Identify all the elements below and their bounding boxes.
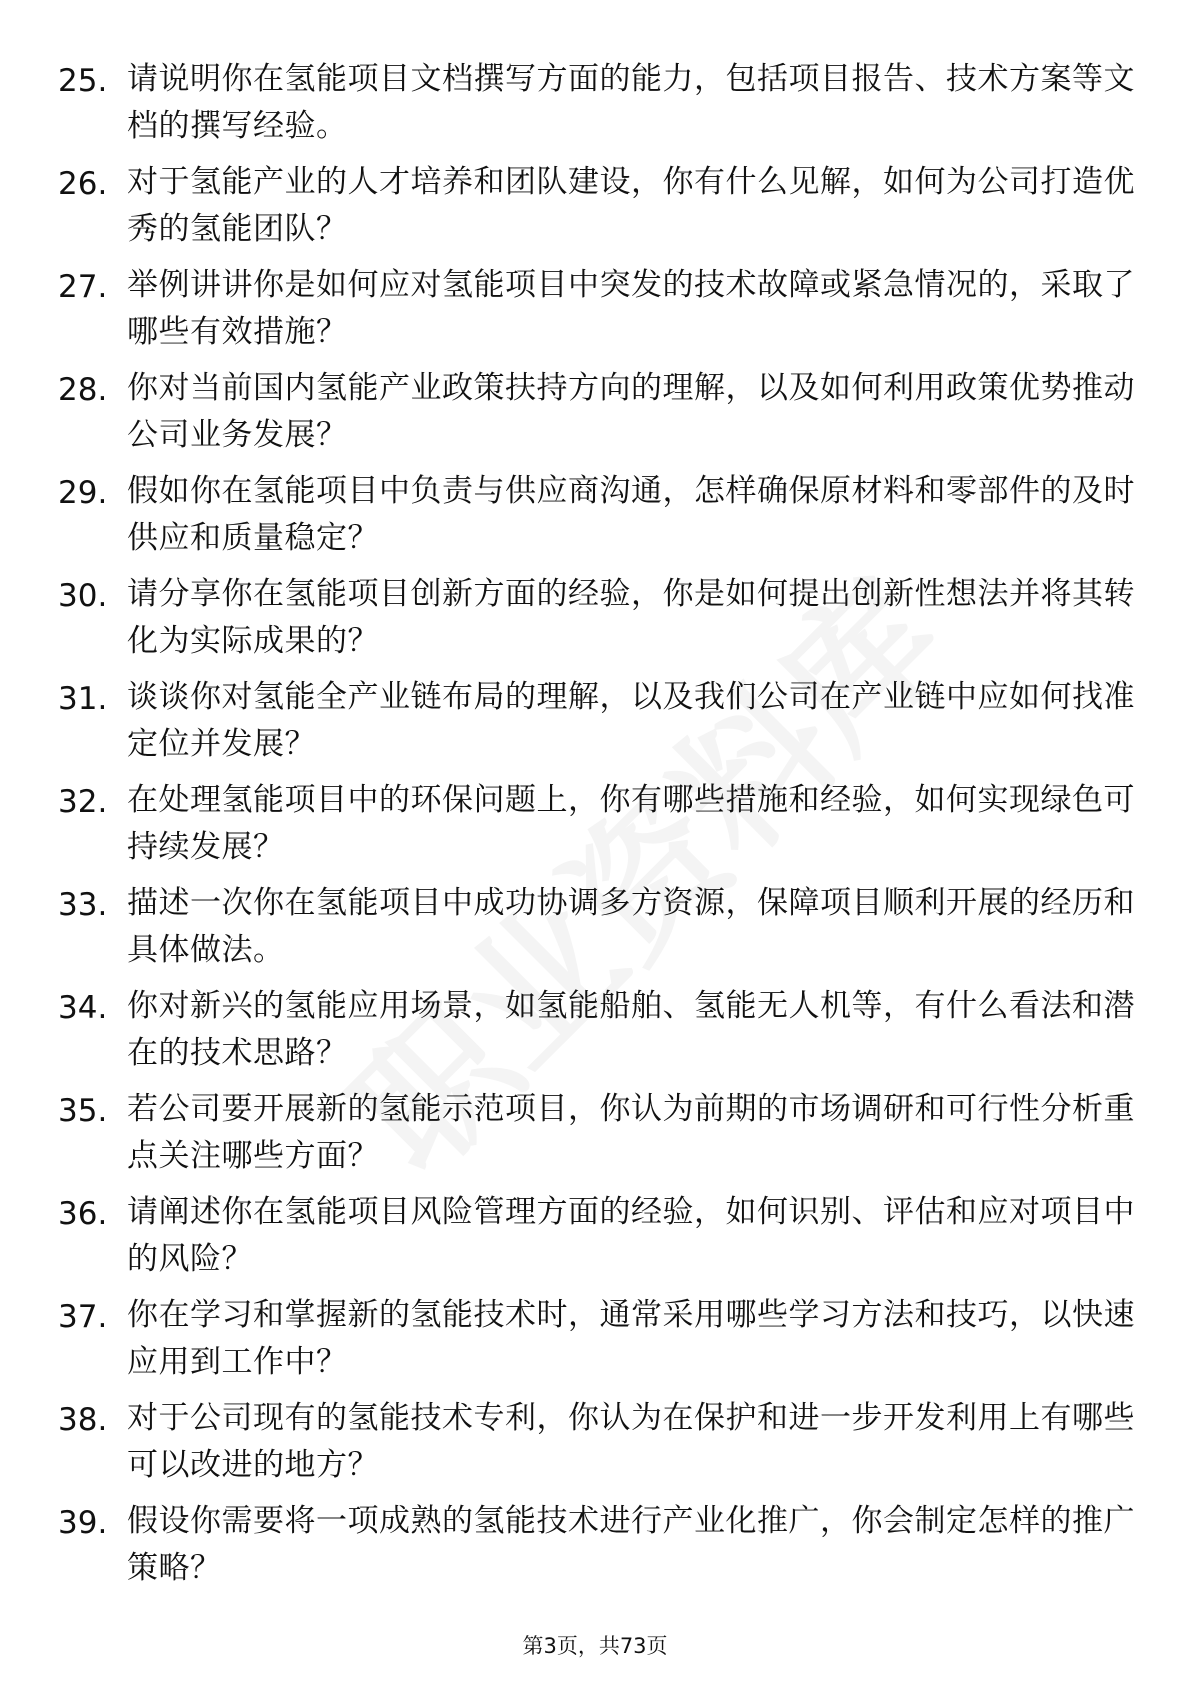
question-item: [0, 668, 1190, 771]
question-number: 31.: [58, 681, 108, 717]
question-number: 27.: [58, 269, 108, 305]
question-item: [0, 1492, 1190, 1595]
question-text: 你对当前国内氢能产业政策扶持方向的理解，以及如何利用政策优势推动公司业务发展？: [127, 370, 1135, 453]
page-footer: [0, 1630, 1190, 1660]
question-text: 请说明你在氢能项目文档撰写方面的能力，包括项目报告、技术方案等文档的撰写经验。: [127, 61, 1135, 144]
question-item: [0, 977, 1190, 1080]
question-number: 26.: [58, 166, 108, 202]
question-item: [0, 874, 1190, 977]
question-text: 对于氢能产业的人才培养和团队建设，你有什么见解，如何为公司打造优秀的氢能团队？: [127, 164, 1135, 247]
question-item: [0, 565, 1190, 668]
question-item: [0, 771, 1190, 874]
question-text: 请分享你在氢能项目创新方面的经验，你是如何提出创新性想法并将其转化为实际成果的？: [127, 576, 1135, 659]
question-number: 37.: [58, 1299, 108, 1335]
question-number: 29.: [58, 475, 108, 511]
question-item: [0, 1389, 1190, 1492]
question-text: 描述一次你在氢能项目中成功协调多方资源，保障项目顺利开展的经历和具体做法。: [127, 885, 1135, 968]
question-text: 你在学习和掌握新的氢能技术时，通常采用哪些学习方法和技巧，以快速应用到工作中？: [127, 1297, 1135, 1380]
question-item: [0, 50, 1190, 153]
question-number: 30.: [58, 578, 108, 614]
question-text: 请阐述你在氢能项目风险管理方面的经验，如何识别、评估和应对项目中的风险？: [127, 1194, 1135, 1277]
question-item: [0, 153, 1190, 256]
question-text: 举例讲讲你是如何应对氢能项目中突发的技术故障或紧急情况的，采取了哪些有效措施？: [127, 267, 1135, 350]
question-text: 你对新兴的氢能应用场景，如氢能船舶、氢能无人机等，有什么看法和潜在的技术思路？: [127, 988, 1135, 1071]
question-number: 36.: [58, 1196, 108, 1232]
question-number: 32.: [58, 784, 108, 820]
question-number: 28.: [58, 372, 108, 408]
page-number-label: 第3页，共73页: [522, 1634, 668, 1658]
question-item: [0, 1080, 1190, 1183]
question-number: 33.: [58, 887, 108, 923]
question-text: 假设你需要将一项成熟的氢能技术进行产业化推广，你会制定怎样的推广策略？: [127, 1503, 1135, 1586]
question-number: 39.: [58, 1505, 108, 1541]
question-text: 假如你在氢能项目中负责与供应商沟通，怎样确保原材料和零部件的及时供应和质量稳定？: [127, 473, 1135, 556]
question-number: 38.: [58, 1402, 108, 1438]
question-item: [0, 359, 1190, 462]
question-item: [0, 462, 1190, 565]
question-number: 34.: [58, 990, 108, 1026]
question-text: 在处理氢能项目中的环保问题上，你有哪些措施和经验，如何实现绿色可持续发展？: [127, 782, 1135, 865]
question-text: 谈谈你对氢能全产业链布局的理解，以及我们公司在产业链中应如何找准定位并发展？: [127, 679, 1135, 762]
question-number: 35.: [58, 1093, 108, 1129]
question-text: 对于公司现有的氢能技术专利，你认为在保护和进一步开发利用上有哪些可以改进的地方？: [127, 1400, 1135, 1483]
question-number: 25.: [58, 63, 108, 99]
question-text: 若公司要开展新的氢能示范项目，你认为前期的市场调研和可行性分析重点关注哪些方面？: [127, 1091, 1135, 1174]
question-list: [0, 50, 1190, 1595]
question-item: [0, 1286, 1190, 1389]
question-item: [0, 1183, 1190, 1286]
question-item: [0, 256, 1190, 359]
